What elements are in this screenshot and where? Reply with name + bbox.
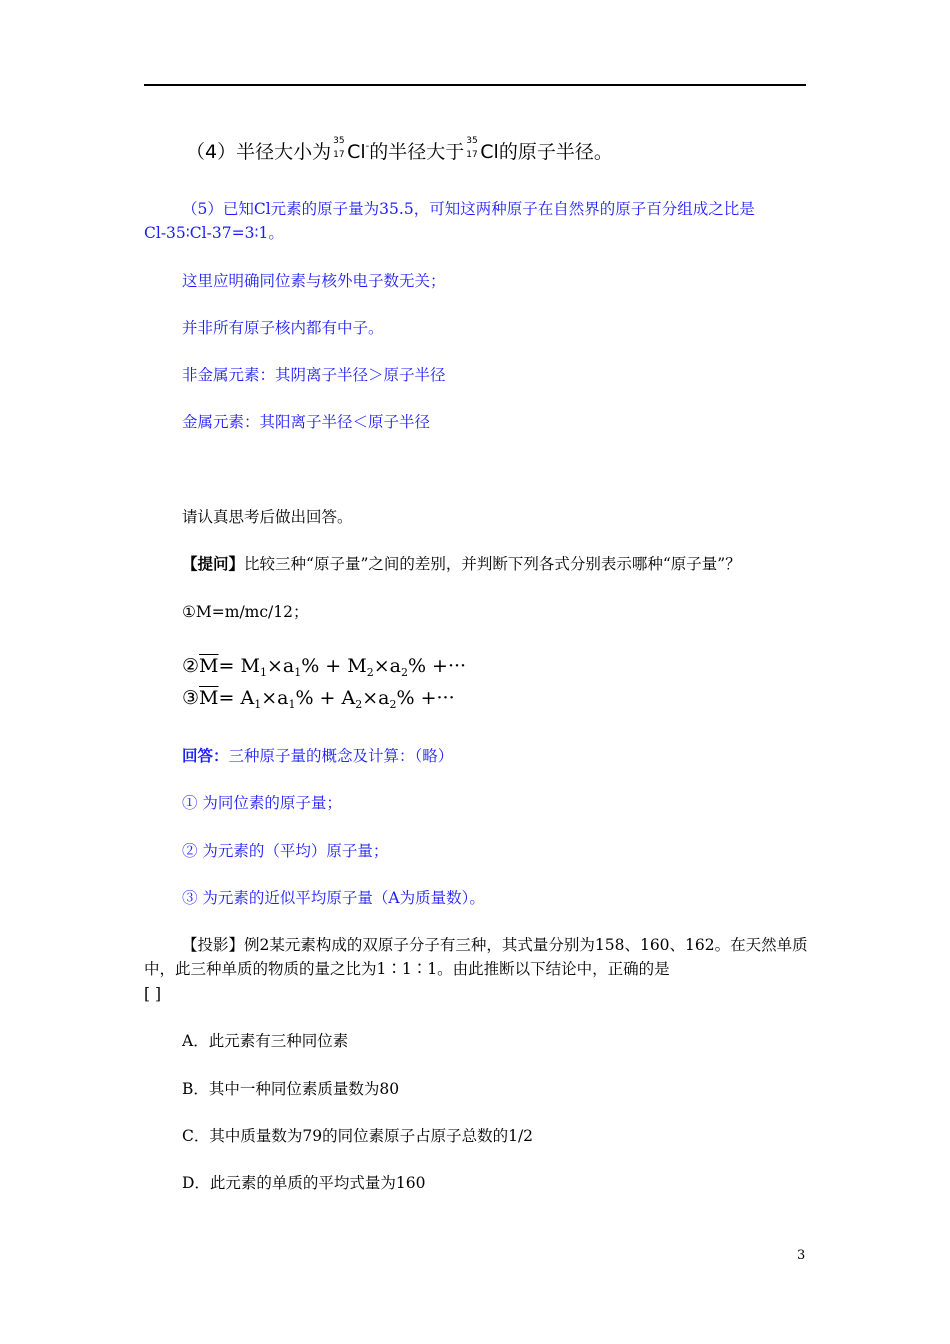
prompt-text: 请认真思考后做出回答。 [182,508,353,526]
formula-1: ①M=m/mc/12； [182,603,309,621]
question-tag: 【提问】 [182,554,245,573]
header-rule [144,84,806,86]
ion-symbol: Cl [347,141,366,163]
item4-label: （4） [186,141,237,163]
formula-2: $②\overline{M}= M_1\times a_1\% + M_2\times a_2\%$ +··· [182,655,467,679]
ion-charge: - [365,141,370,152]
atom-symbol: Cl [480,141,499,163]
answer-bracket: [ ] [144,985,162,1003]
question-line [182,553,741,575]
answer-item: ② 为元素的（平均）原子量； [182,842,389,860]
answer-item: ③ 为元素的近似平均原子量（A为质量数）。 [182,889,485,907]
option-b: B．其中一种同位素质量数为80 [182,1080,400,1098]
isotope-notation-atom: 35 17 [466,136,478,160]
item4-line [186,136,613,163]
formula-3: $③\overline{M}= A_1\times a_1\% + A_2\times a_2\%$ +··· [182,687,455,711]
note-line: 这里应明确同位素与核外电子数无关； [182,272,446,290]
mean-m-symbol: $\overline{M}$ [199,655,219,677]
example-line2: 中，此三种单质的物质的量之比为1∶1∶1。由此推断以下结论中，正确的是 [144,960,670,978]
item5-line2: Cl-35∶Cl-37=3∶1。 [144,224,284,242]
answer-line [182,745,453,767]
option-d: D．此元素的单质的平均式量为160 [182,1174,426,1192]
answer-item: ① 为同位素的原子量； [182,794,342,812]
answer-text: 三种原子量的概念及计算：（略） [228,747,454,765]
item4-text1: 半径大小为 [236,141,332,163]
item5-line1: （5）已知Cl元素的原子量为35.5，可知这两种原子在自然界的原子百分组成之比是 [182,200,755,218]
mean-m-symbol: $\overline{M}$ [199,687,219,709]
item4-text2: 的半径大于 [369,141,465,163]
example-tag: 【投影】 [182,936,245,954]
isotope-notation-ion: 35 17 [333,136,345,160]
item4-text3: 的原子半径。 [498,141,613,163]
question-text: 比较三种“原子量”之间的差别，并判断下列各式分别表示哪种“原子量”？ [244,555,741,573]
option-c: C．其中质量数为79的同位素原子占原子总数的1/2 [182,1127,534,1145]
note-line: 并非所有原子核内都有中子。 [182,319,384,337]
example-line1: 【投影】例2某元素构成的双原子分子有三种，其式量分别为158、160、162。在天然单质 [182,936,808,954]
note-line: 金属元素：其阳离子半径＜原子半径 [182,413,431,431]
option-a: A．此元素有三种同位素 [182,1032,349,1050]
note-line: 非金属元素：其阴离子半径＞原子半径 [182,366,446,384]
answer-tag: 回答： [182,746,229,765]
page-number: 3 [797,1248,806,1263]
